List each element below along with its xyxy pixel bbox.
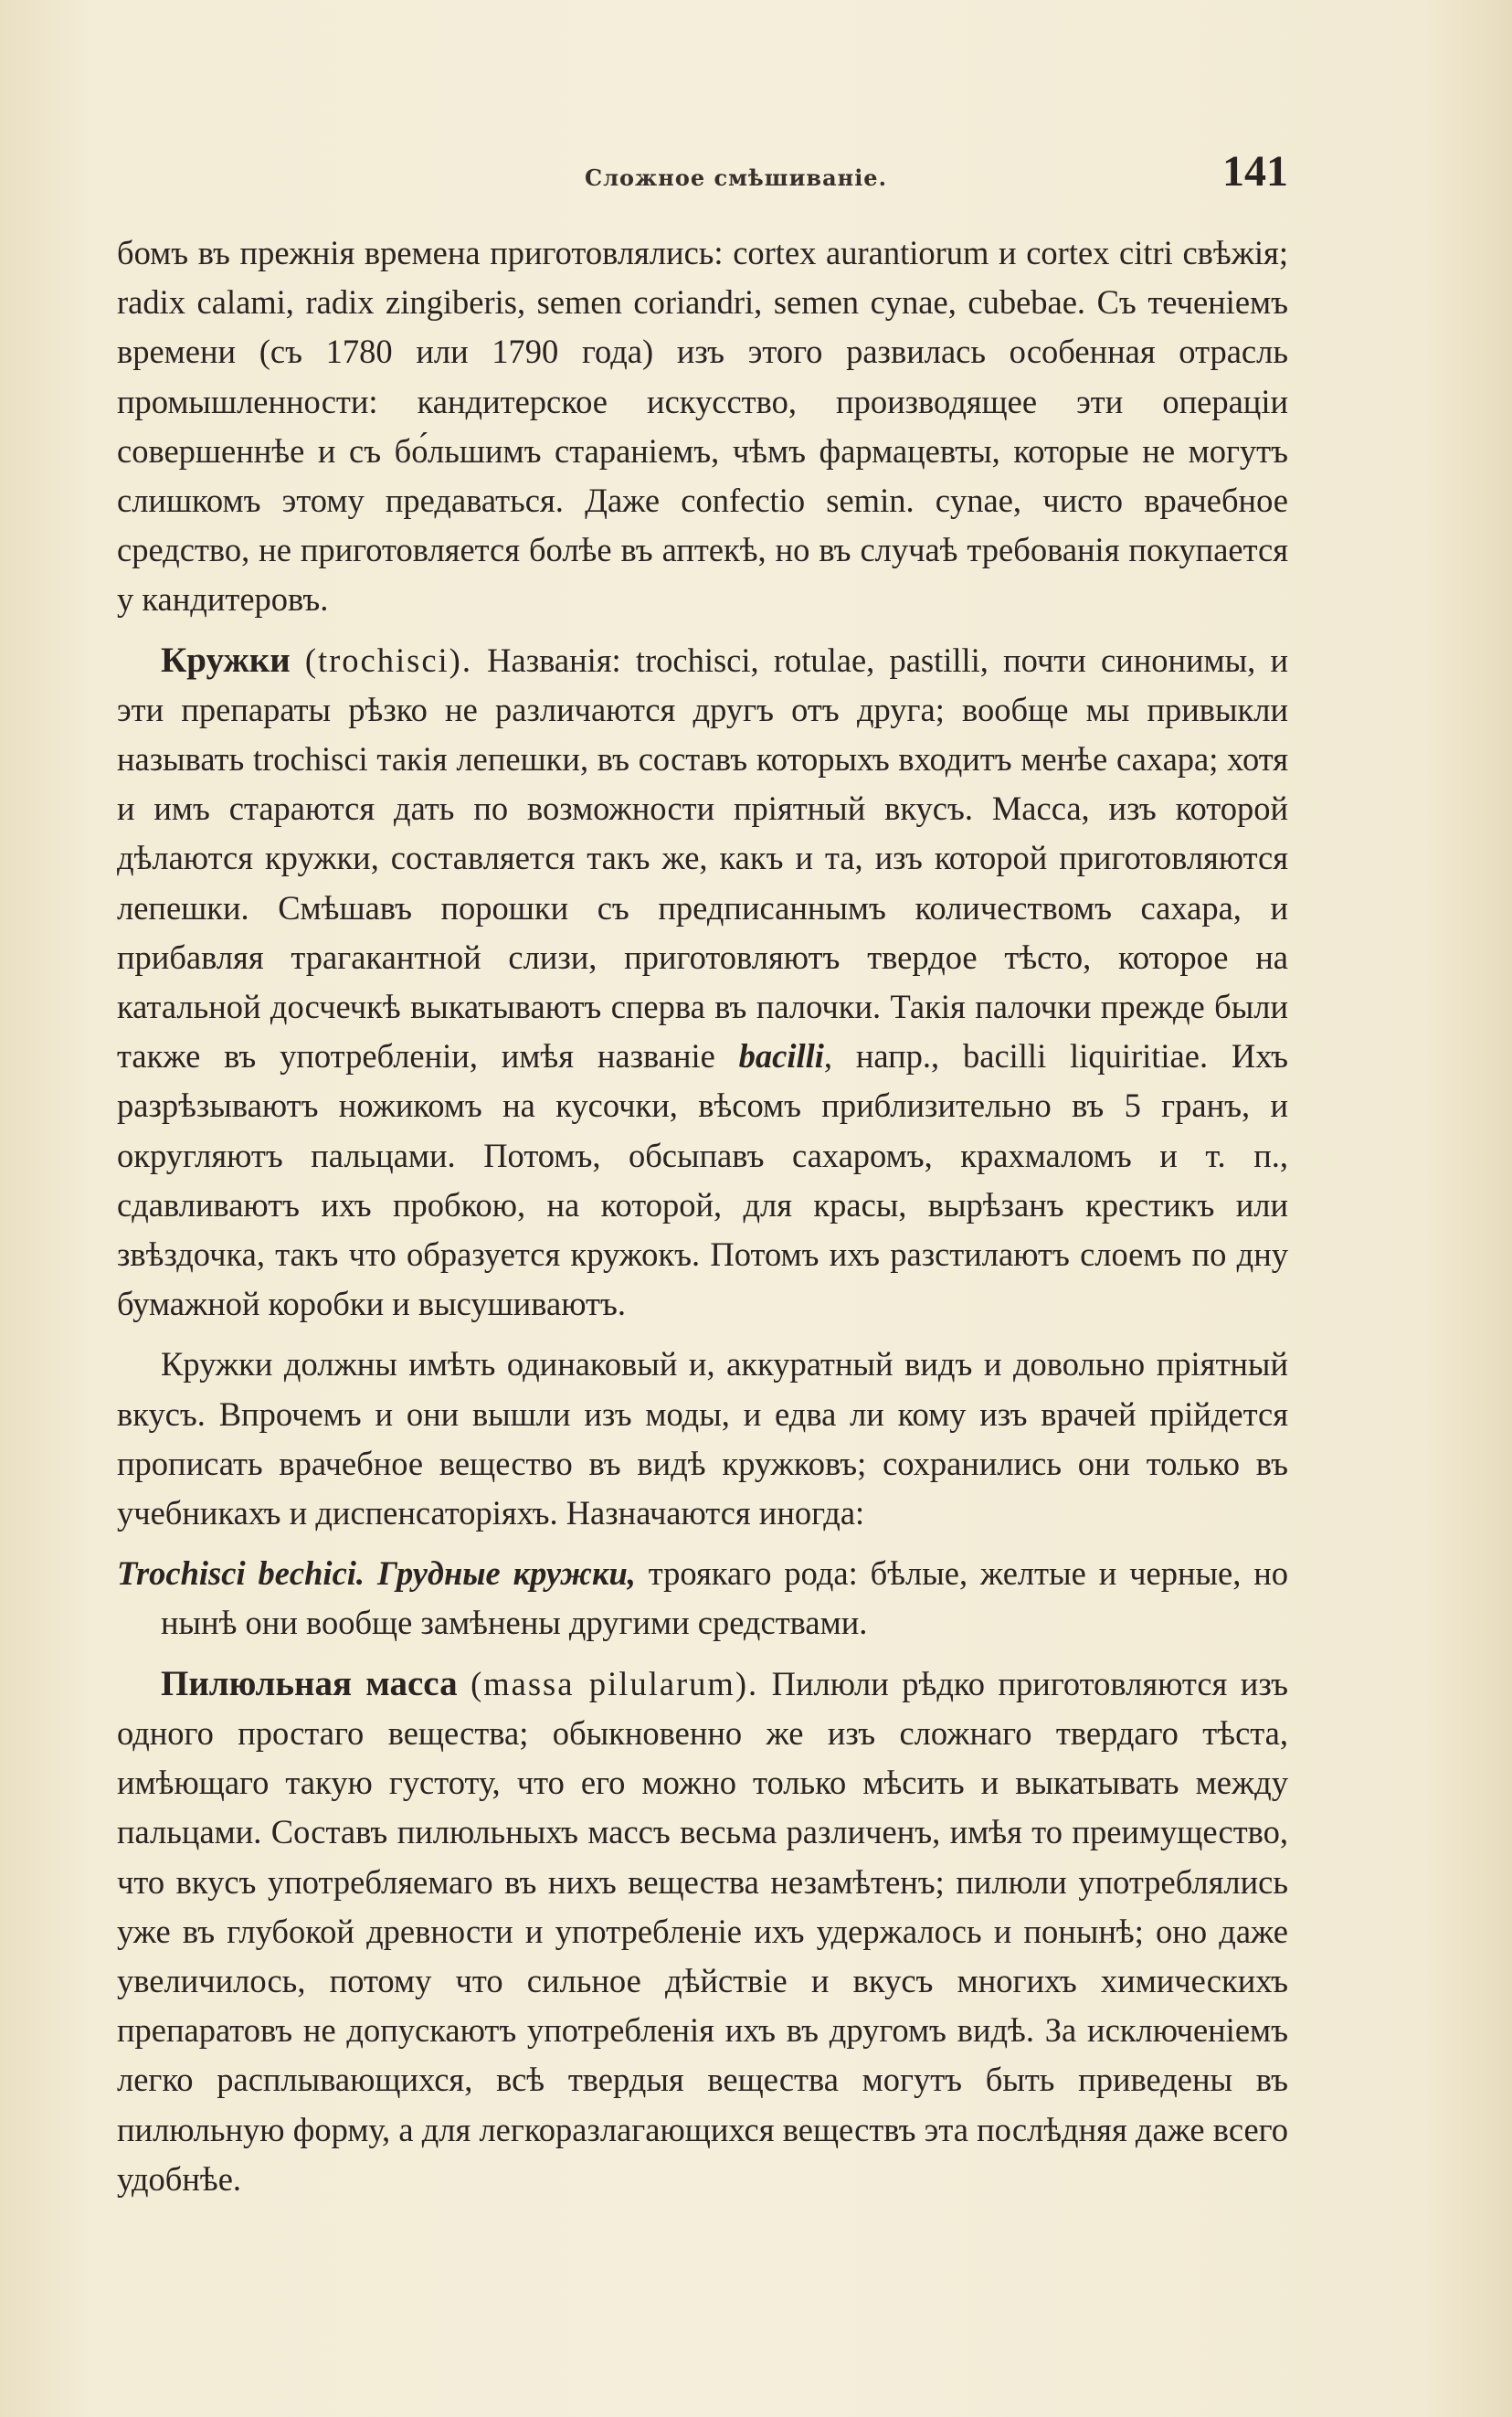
- term-pilyulnaya-massa: Пилюльная масса: [161, 1663, 458, 1703]
- running-title: Сложное смѣшиваніе.: [585, 164, 887, 191]
- body-text: [117, 228, 1288, 2215]
- paragraph-5-text: Пилюли рѣдко приготовляются изъ одного простаго вещества; обыкновенно же изъ сложнаго твердаго тѣста, имѣющаго такую густоту, что его можно только мѣсить и выкатывать между пальцами. Составъ пилюльныхъ массъ весьма различенъ, имѣя то преимущество, что вкусъ употребляемаго въ нихъ вещества незамѣтенъ; пилюли употреблялись уже въ глубокой древности и употребленіе ихъ удержалось и понынѣ; оно даже увеличилось, потому что сильное дѣйствіе и вкусъ многихъ химическихъ препаратовъ не допускаютъ употребленія ихъ въ другомъ видѣ. За исключеніемъ легко расплывающихся, всѣ твердыя вещества могутъ быть приведены въ пилюльную форму, а для легкоразлагающихся веществъ эта послѣдняя даже всего удобнѣе.: [117, 1664, 1288, 2198]
- page-number: 141: [1222, 147, 1288, 196]
- running-header: [119, 147, 1288, 208]
- term-bacilli: bacilli: [738, 1037, 824, 1076]
- paragraph-1: бомъ въ прежнія времена приготовлялись: cortex aurantiorum и cortex citri свѣжія; radix calami, radix zingiberis, semen coriandri, semen cynae, cubebae. Съ теченіемъ времени (съ 1780 или 1790 года) изъ этого развилась особенная отрасль промышленности: кандитерское искусство, производящее эти операціи совершеннѣе и съ бо́льшимъ стараніемъ, чѣмъ фармацевты, которые не могутъ слишкомъ этому предаваться. Даже confectio semin. cynae, чисто врачебное средство, не приготовляется болѣе въ аптекѣ, но въ случаѣ требованія покупается у кандитеровъ.: [117, 234, 1288, 619]
- paragraph-trochisci: [117, 636, 1288, 1330]
- term-latin-trochisci: (trochisci).: [304, 641, 472, 679]
- term-latin-massa-pilularum: (massa pilularum).: [471, 1664, 759, 1702]
- paragraph-3: Кружки должны имѣть одинаковый и, аккуратный видъ и довольно пріятный вкусъ. Впрочемъ и они вышли изъ моды, и едва ли кому изъ врачей прійдется прописать врачебное вещество въ видѣ кружковъ; сохранились они только въ учебникахъ и диспенсаторіяхъ. Назначаются иногда:: [117, 1345, 1288, 1532]
- term-kruzhki: Кружки: [161, 640, 291, 680]
- paragraph-text-a: Названія: trochisci, rotulae, pastilli, почти синонимы, и эти препараты рѣзко не различаются другъ отъ друга; вообще мы привыкли называть trochisci такія лепешки, въ составъ которыхъ входитъ менѣе сахара; хотя и имъ стараются дать по возможности пріятный вкусъ. Масса, изъ которой дѣлаются кружки, составляется такъ же, какъ и та, изъ которой приготовляются лепешки. Смѣшавъ порошки съ предписаннымъ количествомъ сахара, и прибавляя трагакантной слизи, приготовляютъ твердое тѣсто, которое на катальной досчечкѣ выкатываютъ сперва въ палочки. Такія палочки прежде были также въ употребленіи, имѣя названіе: [117, 641, 1288, 1076]
- formula-latin-name: Trochisci bechici.: [117, 1554, 365, 1593]
- paragraph-text-b: , напр., bacilli liquiritiae. Ихъ разрѣзываютъ ножикомъ на кусочки, вѣсомъ приблизительно въ 5 гранъ, и округляютъ пальцами. Потомъ, обсыпавъ сахаромъ, крахмаломъ и т. п., сдавливаютъ ихъ пробкою, на которой, для красы, вырѣзанъ крестикъ или звѣздочка, такъ что образуется кружокъ. Потомъ ихъ разстилаютъ слоемъ по дну бумажной коробки и высушиваютъ.: [117, 1037, 1288, 1323]
- paragraph-massa-pilularum: [117, 1659, 1288, 2204]
- formula-trochisci-bechici: [117, 1549, 1288, 1648]
- formula-text: троякаго рода: бѣлые, желтые и черные, но нынѣ они вообще замѣнены другими средствами.: [161, 1554, 1289, 1642]
- formula-russian-name: Грудные кружки,: [376, 1554, 636, 1593]
